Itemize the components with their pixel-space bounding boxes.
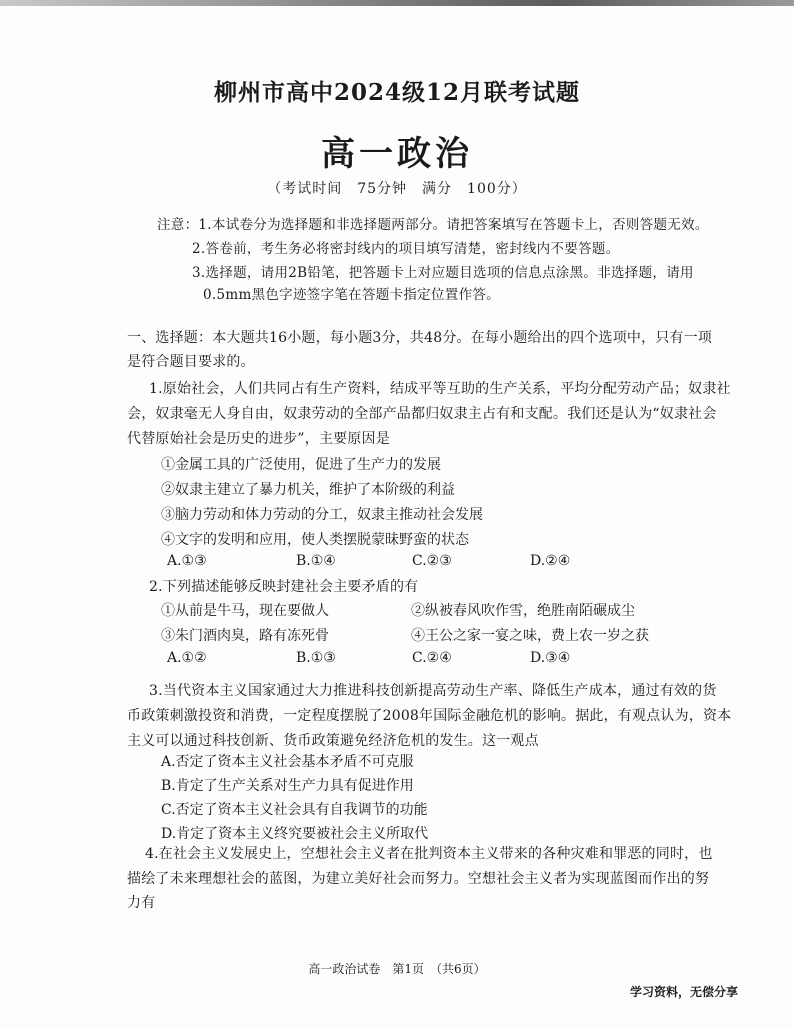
subject-title: 高一政治 bbox=[321, 134, 473, 174]
note-2: 2.答卷前，考生务必将密封线内的项目填写清楚，密封线内不要答题。 bbox=[192, 241, 620, 257]
q3-choice-a: A.否定了资本主义社会基本矛盾不可克服 bbox=[161, 754, 414, 770]
q4-stem-line3: 力有 bbox=[127, 895, 156, 911]
q1-item-4: ④文字的发明和应用，使人类摆脱蒙昧野蛮的状态 bbox=[161, 532, 469, 548]
section-heading-cont: 是符合题目要求的。 bbox=[127, 354, 255, 370]
scan-top-edge bbox=[0, 0, 794, 6]
q2-item-1: ①从前是牛马，现在要做人 bbox=[161, 603, 329, 619]
q1-choice-b: B.①④ bbox=[296, 553, 336, 569]
q2-choice-d: D.③④ bbox=[530, 650, 571, 666]
q3-choice-c: C.否定了资本主义社会具有自我调节的功能 bbox=[161, 802, 428, 818]
q4-stem-line2: 描绘了未来理想社会的蓝图，为建立美好社会而努力。空想社会主义者为实现蓝图而作出的努 bbox=[127, 871, 710, 887]
q2-choice-b: B.①③ bbox=[296, 650, 336, 666]
exam-title: 柳州市高中2024级12月联考试题 bbox=[213, 79, 581, 106]
q3-stem-line1: 3.当代资本主义国家通过大力推进科技创新提高劳动生产率、降低生产成本，通过有效的货 bbox=[149, 683, 717, 699]
q3-choice-d: D.肯定了资本主义终究要被社会主义所取代 bbox=[161, 826, 429, 842]
q1-choice-c: C.②③ bbox=[412, 553, 452, 569]
section-heading: 一、选择题：本大题共16小题，每小题3分，共48分。在每小题给出的四个选项中，只有一项 bbox=[127, 330, 713, 346]
q1-stem-line2: 会，奴隶毫无人身自由，奴隶劳动的全部产品都归奴隶主占有和支配。我们还是认为“奴隶社会 bbox=[127, 406, 717, 422]
q2-item-3: ③朱门酒肉臭，路有冻死骨 bbox=[161, 628, 329, 644]
q1-item-1: ①金属工具的广泛使用，促进了生产力的发展 bbox=[161, 457, 441, 473]
page-footer: 高一政治试卷 第1页 （共6页） bbox=[308, 962, 486, 976]
q2-item-2: ②纵被春风吹作雪，绝胜南陌碾成尘 bbox=[411, 603, 635, 619]
q1-choice-a: A.①③ bbox=[167, 553, 207, 569]
q1-stem-line3: 代替原始社会是历史的进步”，主要原因是 bbox=[127, 431, 390, 447]
exam-info: （考试时间 75分钟 满分 100分） bbox=[267, 181, 527, 197]
q1-stem-line1: 1.原始社会，人们共同占有生产资料，结成平等互助的生产关系，平均分配劳动产品；奴隶社 bbox=[149, 381, 731, 397]
q1-choice-d: D.②④ bbox=[530, 553, 571, 569]
q2-item-4: ④王公之家一宴之味，费上农一岁之获 bbox=[411, 628, 649, 644]
q2-stem: 2.下列描述能够反映封建社会主要矛盾的有 bbox=[149, 579, 419, 595]
note-3-cont: 0.5mm黑色字迹签字笔在答题卡指定位置作答。 bbox=[203, 287, 500, 303]
note-1: 注意：1.本试卷分为选择题和非选择题两部分。请把答案填写在答题卡上，否则答题无效。 bbox=[157, 217, 709, 233]
q1-item-3: ③脑力劳动和体力劳动的分工，奴隶主推动社会发展 bbox=[161, 507, 483, 523]
share-watermark: 学习资料，无偿分享 bbox=[630, 985, 739, 999]
q1-item-2: ②奴隶主建立了暴力机关，维护了本阶级的利益 bbox=[161, 482, 455, 498]
q3-stem-line3: 主义可以通过科技创新、货币政策避免经济危机的发生。这一观点 bbox=[127, 733, 539, 749]
q4-stem-line1: 4.在社会主义发展史上，空想社会主义者在批判资本主义带来的各种灾难和罪恶的同时，也 bbox=[145, 846, 713, 862]
q3-choice-b: B.肯定了生产关系对生产力具有促进作用 bbox=[161, 778, 414, 794]
note-3: 3.选择题，请用2B铅笔，把答题卡上对应题目选项的信息点涂黑。非选择题，请用 bbox=[192, 265, 694, 281]
q2-choice-c: C.②④ bbox=[412, 650, 452, 666]
q3-stem-line2: 币政策刺激投资和消费，一定程度摆脱了2008年国际金融危机的影响。据此，有观点认为，资本 bbox=[127, 708, 732, 724]
q2-choice-a: A.①② bbox=[167, 650, 207, 666]
